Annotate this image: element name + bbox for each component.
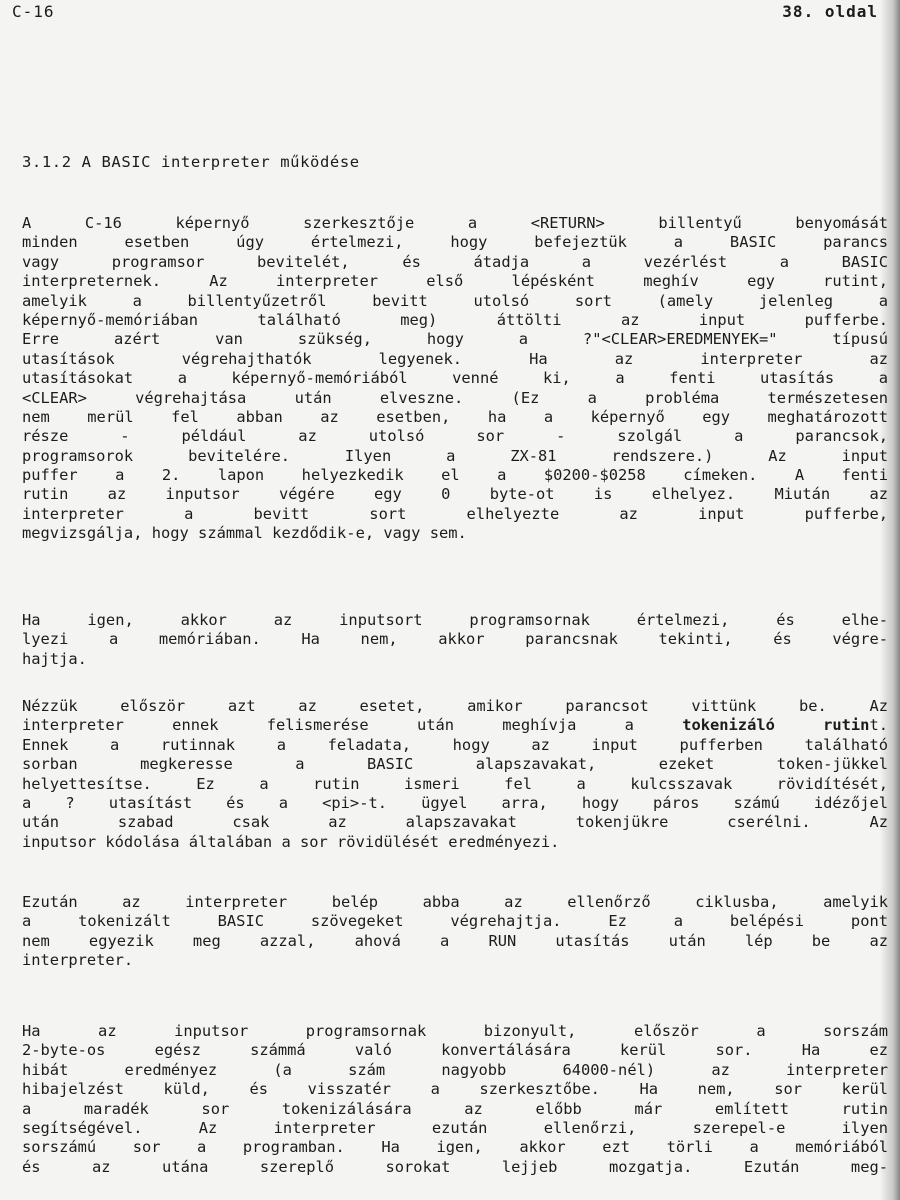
text-line: hibát eredményez (a szám nagyobb 64000-nél) az interpreter [22, 1060, 888, 1079]
text-line: utasításokat a képernyő-memóriából venné ki, a fenti utasítás a [22, 369, 888, 388]
text-line: és az utána szereplő sorokat lejjeb mozgatja. Ezután meg- [22, 1157, 888, 1176]
text-line: Ha igen, akkor az inputsort programsornak értelmezi, és elhe- [22, 611, 888, 629]
text-line: a maradék sor tokenizálására az előbb már említett rutin [22, 1099, 888, 1118]
text-line: hajtja. [22, 649, 87, 668]
paragraph-2 [22, 611, 888, 669]
text-line: megvizsgálja, hogy számmal kezdődik-e, vagy sem. [22, 524, 467, 543]
emphasized-term: tokenizáló rutin [682, 716, 870, 735]
text-line: nem egyezik meg azzal, ahová a RUN utasítás után lép be az [22, 931, 888, 950]
text-line: 2-byte-os egész számmá való konvertálására kerül sor. Ha ez [22, 1041, 888, 1060]
text-line: programsorok bevitelére. Ilyen a ZX-81 rendszere.) Az input [22, 446, 888, 465]
paragraph-1 [22, 214, 888, 544]
text-line: Ezután az interpreter belép abba az ellenőrző ciklusba, amelyik [22, 893, 888, 911]
text-line: interpreter. [22, 951, 134, 970]
text-line: a tokenizált BASIC szövegeket végrehajtja. Ez a belépési pont [22, 912, 888, 931]
text-line: utasítások végrehajthatók legyenek. Ha az interpreter az [22, 349, 888, 368]
text-line: Ennek a rutinnak a feladata, hogy az input pufferben található [22, 735, 888, 754]
text-line: segítségével. Az interpreter ezután ellenőrzi, szerepel-e ilyen [22, 1118, 888, 1137]
text-line: inputsor kódolása általában a sor rövidülését eredményezi. [22, 832, 560, 851]
text-line: A C-16 képernyő szerkesztője a <RETURN> billentyű benyomását [22, 214, 888, 232]
text-line: Nézzük először azt az esetet, amikor parancsot vittünk be. Az [22, 697, 888, 715]
page-number: 38. oldal [782, 2, 878, 21]
paragraph-3 [22, 697, 888, 852]
page-header-title: C-16 [12, 2, 55, 21]
text-line: képernyő-memóriában található meg) áttölti az input pufferbe. [22, 310, 888, 329]
text-line: minden esetben úgy értelmezi, hogy befejeztük a BASIC parancs [22, 233, 888, 252]
text-line: hibajelzést küld, és visszatér a szerkesztőbe. Ha nem, sor kerül [22, 1080, 888, 1099]
text-line: interpreter a bevitt sort elhelyezte az input pufferbe, [22, 504, 888, 523]
text-line: sorszámú sor a programban. Ha igen, akkor ezt törli a memóriából [22, 1138, 888, 1157]
section-title: 3.1.2 A BASIC interpreter működése [22, 153, 360, 171]
text-line: amelyik a billentyűzetről bevitt utolsó sort (amely jelenleg a [22, 291, 888, 310]
paragraph-5 [22, 1022, 888, 1177]
text-line: helyettesítse. Ez a rutin ismeri fel a kulcsszavak rövidítését, [22, 774, 888, 793]
text-line: Ha az inputsor programsornak bizonyult, először a sorszám [22, 1022, 888, 1040]
text-line: interpreternek. Az interpreter első lépésként meghív egy rutint, [22, 272, 888, 291]
text-line: rutin az inputsor végére egy 0 byte-ot is elhelyez. Miután az [22, 485, 888, 504]
text-line: lyezi a memóriában. Ha nem, akkor parancsnak tekinti, és végre- [22, 630, 888, 649]
text-line: puffer a 2. lapon helyezkedik el a $0200-$0258 címeken. A fenti [22, 466, 888, 485]
text-line: sorban megkeresse a BASIC alapszavakat, ezeket token-jükkel [22, 755, 888, 774]
text-line: Erre azért van szükség, hogy a ?"<CLEAR>EREDMENYEK=" típusú [22, 330, 888, 349]
text-line: nem merül fel abban az esetben, ha a képernyő egy meghatározott [22, 407, 888, 426]
text-line: vagy programsor bevitelét, és átadja a vezérlést a BASIC [22, 252, 888, 271]
text-line: után szabad csak az alapszavakat tokenjükre cserélni. Az [22, 813, 888, 832]
text-line: <CLEAR> végrehajtása után elveszne. (Ez a probléma természetesen [22, 388, 888, 407]
text-line: része - például az utolsó sor - szolgál a parancsok, [22, 427, 888, 446]
text-line: interpreter ennek felismerése után meghívja a tokenizáló rutint. [22, 716, 888, 735]
paragraph-4 [22, 893, 888, 971]
text-line: a ? utasítást és a <pi>-t. ügyel arra, hogy páros számú idézőjel [22, 793, 888, 812]
